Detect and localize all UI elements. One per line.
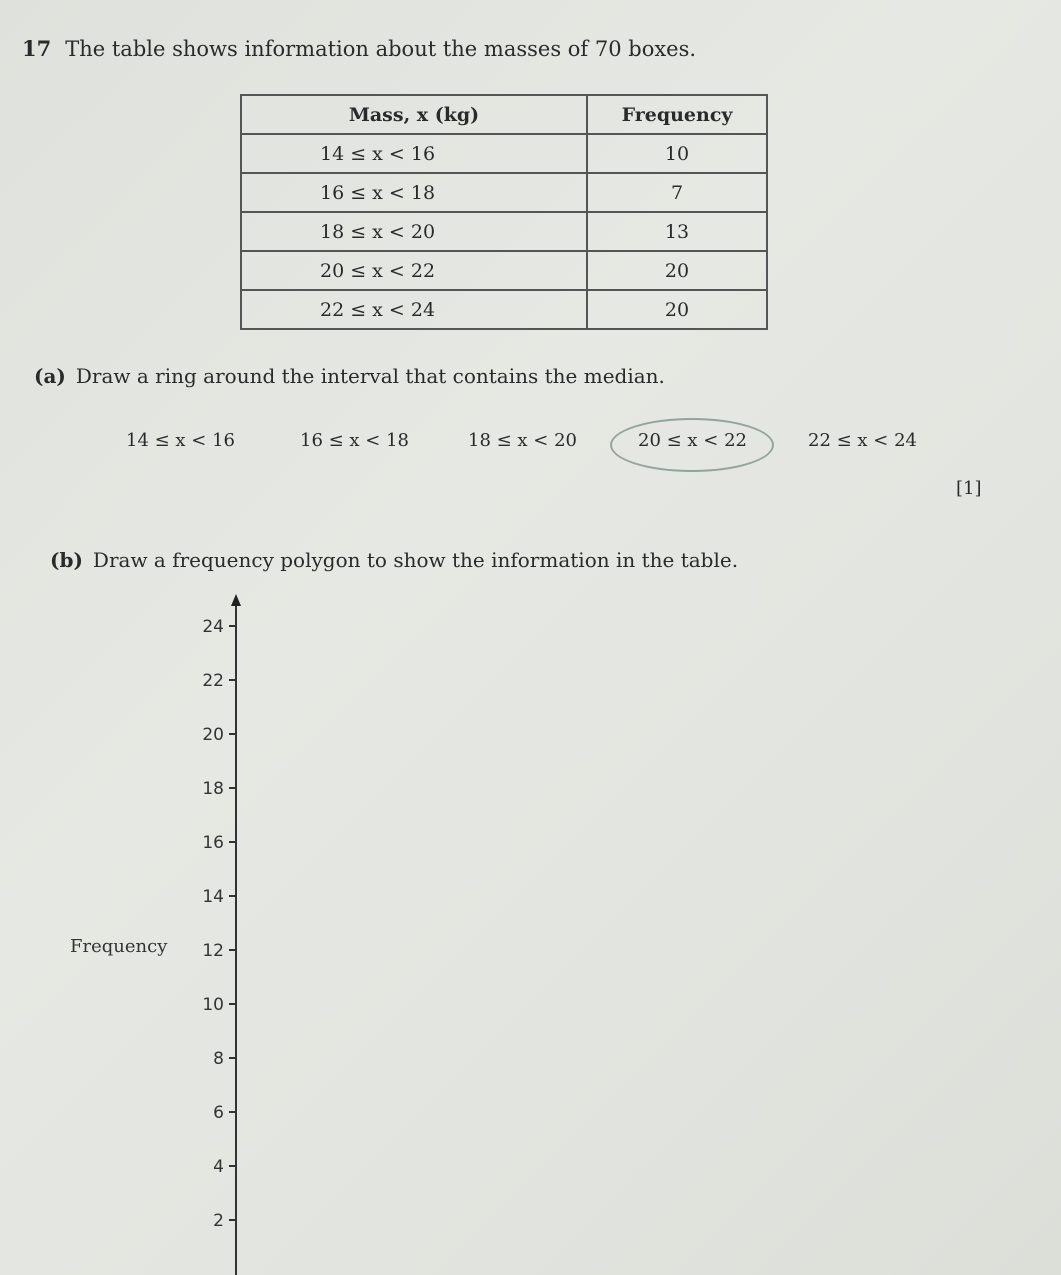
option-interval-2[interactable]: 16 ≤ x < 18 (300, 430, 410, 451)
table-row (241, 134, 767, 173)
y-tick-label: 8 (213, 1049, 224, 1069)
y-tick-label: 16 (202, 833, 224, 853)
y-tick-label: 4 (213, 1157, 224, 1177)
header-mass: Mass, x (kg) (241, 95, 587, 134)
frequency-cell: 10 (587, 134, 767, 173)
frequency-cell: 7 (587, 173, 767, 212)
mass-cell: 16 ≤ x < 18 (241, 173, 587, 212)
part-b-text: Draw a frequency polygon to show the information in the table. (92, 548, 739, 572)
marks-label: [1] (956, 478, 982, 499)
option-interval-5[interactable]: 22 ≤ x < 24 (808, 430, 918, 451)
table-row (241, 212, 767, 251)
y-tick-label: 14 (202, 887, 224, 907)
y-tick-label: 10 (202, 995, 224, 1015)
mass-cell: 14 ≤ x < 16 (241, 134, 587, 173)
y-tick-label: 20 (202, 725, 224, 745)
option-interval-1[interactable]: 14 ≤ x < 16 (126, 430, 236, 451)
part-a-instruction (34, 364, 665, 388)
mass-cell: 22 ≤ x < 24 (241, 290, 587, 329)
header-frequency: Frequency (587, 95, 767, 134)
table-row (241, 290, 767, 329)
y-tick-label: 22 (202, 671, 224, 691)
question-text: The table shows information about the masses of 70 boxes. (65, 37, 697, 61)
mass-cell: 18 ≤ x < 20 (241, 212, 587, 251)
frequency-cell: 13 (587, 212, 767, 251)
mass-cell: 20 ≤ x < 22 (241, 251, 587, 290)
mass-frequency-table (240, 94, 768, 330)
option-interval-4[interactable]: 20 ≤ x < 22 (638, 430, 748, 451)
table-row (241, 173, 767, 212)
y-tick-label: 18 (202, 779, 224, 799)
y-axis-label: Frequency (70, 936, 168, 957)
y-tick-label: 2 (213, 1211, 224, 1231)
part-b-instruction (50, 548, 738, 572)
question-number: 17 (22, 36, 52, 61)
part-b-label: (b) (50, 548, 83, 572)
part-a-text: Draw a ring around the interval that contains the median. (75, 364, 665, 388)
part-a-label: (a) (34, 364, 66, 388)
y-tick-label: 6 (213, 1103, 224, 1123)
y-tick-label: 12 (202, 941, 224, 961)
option-interval-3[interactable]: 18 ≤ x < 20 (468, 430, 578, 451)
tick-layer (202, 617, 236, 1231)
axis-layer (231, 594, 241, 1275)
y-tick-label: 24 (202, 617, 224, 637)
question-line (22, 36, 696, 61)
median-interval-options (126, 430, 926, 470)
table-row (241, 251, 767, 290)
frequency-cell: 20 (587, 290, 767, 329)
table-header-row (241, 95, 767, 134)
frequency-polygon-axes[interactable] (0, 590, 1061, 1275)
frequency-cell: 20 (587, 251, 767, 290)
y-axis-arrowhead (231, 594, 241, 606)
